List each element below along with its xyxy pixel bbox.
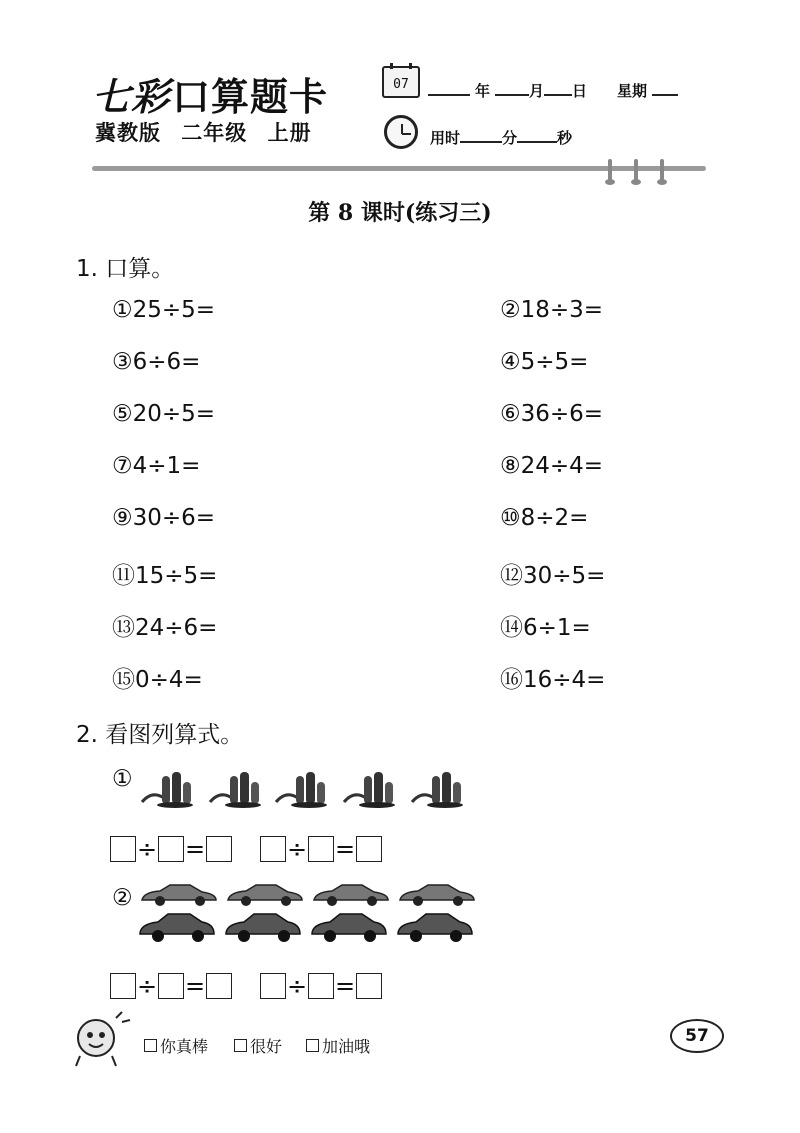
problem-4: ④5÷5= — [500, 349, 589, 375]
month-label: 月 — [529, 82, 545, 100]
rating-label: 很好 — [250, 1037, 283, 1056]
mascot-image — [70, 1010, 132, 1068]
problem-13: ⑬24÷6= — [112, 615, 218, 641]
logo — [92, 66, 328, 121]
binder-pin — [660, 159, 664, 181]
small-car-image — [226, 882, 304, 908]
answer-box[interactable] — [110, 836, 136, 862]
section2-title: 2. 看图列算式。 — [76, 722, 244, 748]
rating-option-1[interactable] — [144, 1034, 208, 1057]
answer-box[interactable] — [158, 973, 184, 999]
large-car-image — [224, 910, 302, 944]
problem-3: ③6÷6= — [112, 349, 201, 375]
rating-option-2[interactable] — [234, 1034, 282, 1057]
answer-row-1 — [110, 835, 382, 863]
binder-pin — [634, 159, 638, 181]
answer-box[interactable] — [206, 836, 232, 862]
page-number: 57 — [670, 1019, 724, 1053]
problem-11: ⑪15÷5= — [112, 563, 218, 589]
day-blank[interactable] — [544, 82, 572, 96]
problem-1: ①25÷5= — [112, 297, 216, 323]
problem-10: ⑩8÷2= — [500, 505, 589, 531]
section1-title: 1. 口算。 — [76, 256, 175, 282]
item2-mark: ② — [112, 885, 133, 911]
large-car-image — [138, 910, 216, 944]
weekday-label: 星期 — [617, 82, 648, 100]
edition-label: 冀教版 二年级 上册 — [95, 120, 312, 145]
year-label: 年 — [475, 82, 491, 100]
problem-9: ⑨30÷6= — [112, 505, 216, 531]
large-car-image — [310, 910, 388, 944]
month-blank[interactable] — [495, 82, 529, 96]
cactus-pot-image — [140, 768, 196, 808]
cactus-pot-image — [208, 768, 264, 808]
header-rule — [92, 166, 706, 171]
small-car-image — [398, 882, 476, 908]
answer-box[interactable] — [308, 836, 334, 862]
rating-option-3[interactable] — [306, 1034, 370, 1057]
problem-16: ⑯16÷4= — [500, 667, 606, 693]
problem-7: ⑦4÷1= — [112, 453, 201, 479]
divide-sign: ÷ — [136, 835, 158, 863]
checkbox[interactable] — [144, 1039, 157, 1052]
answer-row-2 — [110, 972, 382, 1000]
divide-sign: ÷ — [286, 972, 308, 1000]
logo-main: 口算题卡 — [172, 74, 329, 119]
answer-box[interactable] — [356, 973, 382, 999]
problem-6: ⑥36÷6= — [500, 401, 604, 427]
logo-prefix: 七彩 — [92, 74, 171, 119]
lesson-title: 第 8 课时(练习三) — [308, 200, 492, 226]
calendar-icon — [382, 66, 420, 98]
year-blank[interactable] — [428, 82, 470, 96]
problem-2: ②18÷3= — [500, 297, 604, 323]
clock-icon — [384, 115, 418, 149]
answer-box[interactable] — [158, 836, 184, 862]
answer-box[interactable] — [356, 836, 382, 862]
weekday-blank[interactable] — [652, 82, 678, 96]
problem-8: ⑧24÷4= — [500, 453, 604, 479]
problem-15: ⑮0÷4= — [112, 667, 203, 693]
rating-label: 加油哦 — [322, 1037, 371, 1056]
item1-mark: ① — [112, 766, 133, 792]
equals-sign: = — [334, 972, 356, 1000]
day-label: 日 — [572, 82, 588, 100]
equals-sign: = — [334, 835, 356, 863]
problem-12: ⑫30÷5= — [500, 563, 606, 589]
minutes-blank[interactable] — [460, 129, 502, 143]
calendar-number: 07 — [393, 77, 409, 92]
checkbox[interactable] — [306, 1039, 319, 1052]
answer-box[interactable] — [110, 973, 136, 999]
answer-box[interactable] — [260, 836, 286, 862]
divide-sign: ÷ — [136, 972, 158, 1000]
small-car-image — [140, 882, 218, 908]
rating-label: 你真棒 — [160, 1037, 209, 1056]
divide-sign: ÷ — [286, 835, 308, 863]
large-car-image — [396, 910, 474, 944]
seconds-blank[interactable] — [517, 129, 557, 143]
seconds-label: 秒 — [557, 129, 573, 147]
equals-sign: = — [184, 972, 206, 1000]
time-line — [430, 127, 572, 148]
answer-box[interactable] — [206, 973, 232, 999]
binder-pin — [608, 159, 612, 181]
cactus-pot-image — [410, 768, 466, 808]
minutes-label: 分 — [502, 129, 518, 147]
date-line — [428, 80, 678, 101]
equals-sign: = — [184, 835, 206, 863]
problem-5: ⑤20÷5= — [112, 401, 216, 427]
cactus-pot-image — [274, 768, 330, 808]
time-used-label: 用时 — [430, 129, 461, 147]
checkbox[interactable] — [234, 1039, 247, 1052]
answer-box[interactable] — [308, 973, 334, 999]
small-car-image — [312, 882, 390, 908]
answer-box[interactable] — [260, 973, 286, 999]
problem-14: ⑭6÷1= — [500, 615, 591, 641]
cactus-pot-image — [342, 768, 398, 808]
